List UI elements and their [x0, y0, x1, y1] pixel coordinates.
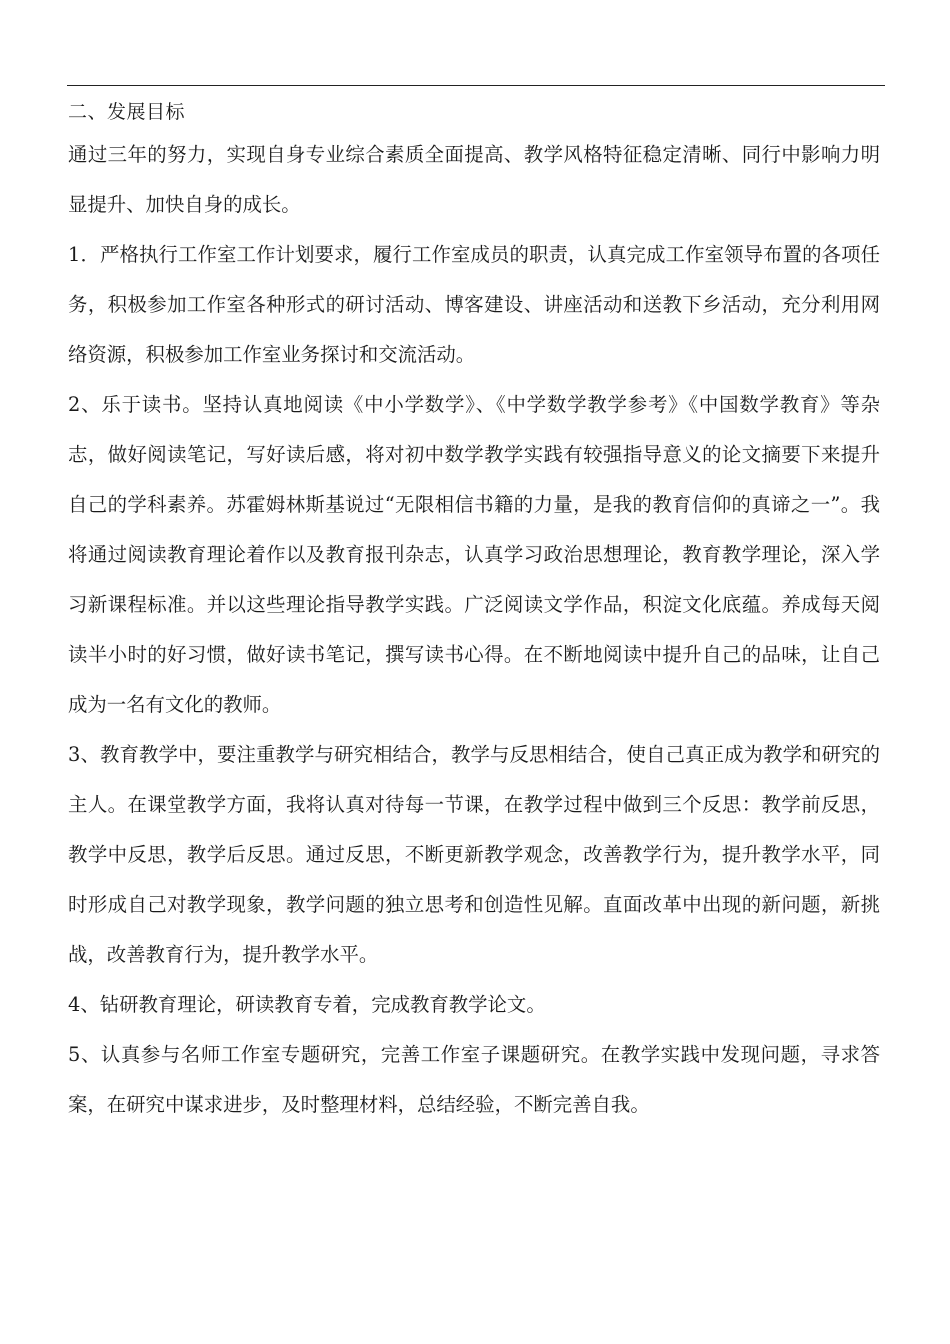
paragraph-item-3: 3、教育教学中，要注重教学与研究相结合，教学与反思相结合，使自己真正成为教学和研究的主人。在课堂教学方面，我将认真对待每一节课，在教学过程中做到三个反思：教学前反思，教学中反思，教学后反思。通过反思，不断更新教学观念，改善教学行为，提升教学水平，同时形成自己对教学现象，教学问题的独立思考和创造性见解。直面改革中出现的新问题，新挑战，改善教育行为，提升教学水平。 [68, 743, 880, 966]
header-rule [67, 85, 885, 86]
paragraph-item-4: 4、钻研教育理论，研读教育专着，完成教育教学论文。 [68, 993, 546, 1016]
section-heading: 二、发展目标 [68, 101, 186, 123]
document-body [68, 94, 880, 1130]
paragraph-item-2: 2、乐于读书。坚持认真地阅读《中小学数学》、《中学数学教学参考》《中国数学教育》等杂志，做好阅读笔记，写好读后感，将对初中数学教学实践有较强指导意义的论文摘要下来提升自己的学科素养。苏霍姆林斯基说过“无限相信书籍的力量，是我的教育信仰的真谛之一”。我将通过阅读教育理论着作以及教育报刊杂志，认真学习政治思想理论，教育教学理论，深入学习新课程标准。并以这些理论指导教学实践。广泛阅读文学作品，积淀文化底蕴。养成每天阅读半小时的好习惯，做好读书笔记，撰写读书心得。在不断地阅读中提升自己的品味，让自己成为一名有文化的教师。 [68, 393, 880, 716]
paragraph-item-5: 5、认真参与名师工作室专题研究，完善工作室子课题研究。在教学实践中发现问题，寻求答案，在研究中谋求进步，及时整理材料，总结经验，不断完善自我。 [68, 1043, 880, 1116]
paragraph-intro: 通过三年的努力，实现自身专业综合素质全面提高、教学风格特征稳定清晰、同行中影响力明显提升、加快自身的成长。 [68, 143, 880, 216]
paragraph-item-1: 1．严格执行工作室工作计划要求，履行工作室成员的职责，认真完成工作室领导布置的各项任务，积极参加工作室各种形式的研讨活动、博客建设、讲座活动和送教下乡活动，充分利用网络资源，积极参加工作室业务探讨和交流活动。 [68, 243, 880, 366]
